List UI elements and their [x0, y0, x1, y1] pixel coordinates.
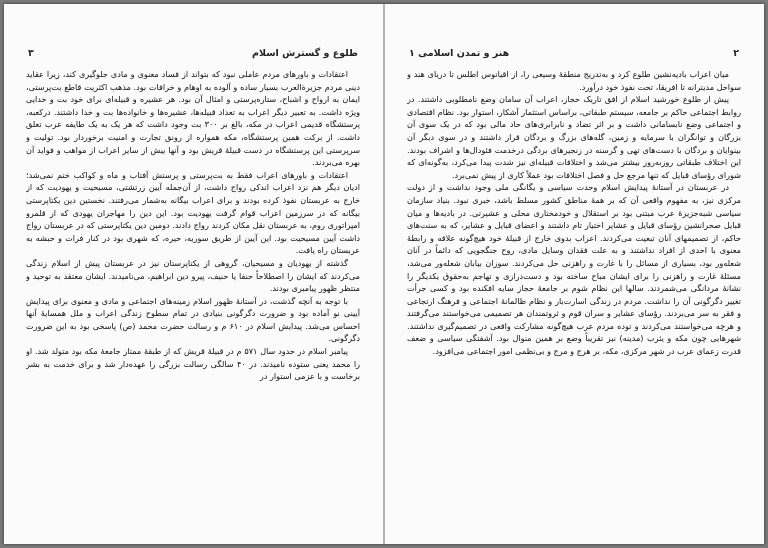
right-running-title: هنر و تمدن اسلامی ۱: [409, 48, 510, 59]
paragraph: با توجه به آنچه گذشت، در آستانهٔ ظهور اسلام زمینه‌های اجتماعی و مادی و معنوی برای پیدایش آیینی نو آماده بود و ضرورت دگرگونی بنیادی در تمام سطوح زندگی اعراب و ملل همسایهٔ آنها احساس می‌شد. پیدایش اسلام در ۶۱۰ م و رسالت حضرت محمد (ص) پاسخی بود به این ضرورت دگرگونی.: [26, 295, 360, 344]
left-page-body: [26, 68, 360, 534]
paragraph: در عربستان در آستانهٔ پیدایش اسلام وحدت سیاسی و یگانگی ملی وجود نداشت و از دولت مرکزی نیز، به مفهوم واقعی آن که بر همهٔ مناطق کشور مسلط باشد، خبری نبود. بنیاد سازمان سیاسی شبه‌جزیرهٔ عرب مبتنی بود بر استقلال و خودمختاری محلی و عشیرتی. در بادیه‌ها و میان قبایل صحرانشین رؤسای قبایل و عشایر اختیار تام داشتند و اعضای قبایل و عشایر، که به سنت‌های حاکم، از تصمیمهای آنان تبعیت می‌کردند. اعراب بدوی خارج از قبیلهٔ خود هیچ‌گونه علاقه و رابطهٔ معنوی با احدی از افراد نداشتند و به علت فقدان وسایل مادی، روح جنگجویی که دائماً در آنان شعله‌ور بود، بسیاری از مسائل را با غارت و راهزنی حل می‌کردند. سوزان بیابان شعله‌ور می‌شد، مسئلهٔ غارت و راهزنی را برای ایشان مباح ساخته بود و دست‌درازی و تهاجم به‌حقوق یکدیگر را نشانهٔ مردانگی می‌شمردند. سالها این نظام شوم بر جامعهٔ حجاز سایه افکنده بود و کسی جرأت تغییر دگرگونی آن را نداشت. مردم در زندگی اسارت‌بار و نظام ظالمانهٔ اجتماعی و فرهنگ ارتجاعی و فقر به سر می‌بردند. رؤسای عشایر و سران قوم و ثروتمندان هر تصمیمی می‌خواستند می‌گرفتند و هرچه می‌خواستند می‌کردند و توده مردم عرب هیچ‌گونه مشارکت واقعی در تصمیم‌گیری نداشتند. شهرهایی چون مکه و یثرب (مدینه) نیز تقریباً وضع بر همین منوال بود. آشفتگی سیاسی و ضعف قدرت زعمای عرب در شهر مرکزی، مکه، بر هرج و مرج و بی‌نظمی امور اجتماعی می‌افزود.: [407, 182, 741, 357]
paragraph: گذشته از یهودیان و مسیحیان، گروهی از یکتاپرستان نیز در عربستان پیش از اسلام زندگی می‌کردند که ایشان را اصطلاحاً حنفا یا حنیف، پیرو دین ابراهیم، می‌نامیدند. ایشان معتقد به توحید و منتظر ظهور پیامبری بودند.: [26, 257, 360, 294]
right-page-header: [409, 48, 739, 62]
right-page: [389, 4, 759, 544]
left-running-title: طلوع و گسترش اسلام: [252, 48, 358, 59]
paragraph: پیامبر اسلام در حدود سال ۵۷۱ م در قبیلهٔ قریش که از طبقهٔ ممتاز جامعهٔ مکه بود متولد شد. او را محمد یعنی ستوده نامیدند. در ۴۰ سالگی رسالت بزرگی را عهده‌دار شد و برای خدمت به بشر برخاست و با عزمی استوار در: [26, 346, 360, 382]
right-page-body: [407, 68, 741, 534]
paragraph: میان اعراب بادیه‌نشین طلوع کرد و به‌تدریج منطقهٔ وسیعی را، از اقیانوس اطلس تا دریای هند و سواحل مدیترانه تا افریقا، تحت نفوذ خود درآورد.: [407, 69, 741, 92]
left-page: [8, 4, 378, 544]
paragraph: پیش از طلوع خورشید اسلام از افق تاریک حجاز، اعراب آن سامان وضع نامطلوبی داشتند. در روابط اجتماعی حاکم بر جامعه، سیستم طبقاتی، براساس استثمار آشکار، استوار بود. نظام اقتصادی و اجتماعی وضع نابسامانی داشت و بر اثر تضاد و نابرابری‌های حاد مالی بود که در یک سوی آن بزرگان و توانگران با سرمایه و زمین، گله‌های بزرگ و بردگان قرار داشتند و در سوی دیگر آن بینوایان و بردگان با دست‌های تهی و گرسنه در زنجیرهای بردگی درخدمت فئودال‌ها و اشراف بودند. این اختلاف طبقاتی روزبه‌روز بیشتر می‌شد و اختلافات قبیله‌ای نیز شدت پیدا می‌کرد، به‌گونه‌ای که شورای رؤسای قبایل که تنها مرجع حل و فصل اختلافات بود عملاً کاری از پیش نمی‌برد.: [407, 94, 741, 180]
left-page-header: [28, 48, 358, 62]
paragraph: اعتقادات و باورهای اعراب فقط به بت‌پرستی و پرستش آفتاب و ماه و کواکب ختم نمی‌شد؛ ادیان دیگر هم نزد اعراب اندکی رواج داشت، از آن‌جمله آیین زرتشتی، مسیحیت و یهودیت که از خارج به عربستان نفوذ کرده بودند و برای اعراب بیگانه به‌شمار می‌رفتند. نخستین دین یکتاپرستی بیگانه که در سرزمین اعراب قوام گرفت یهودیت بود. این دین را مهاجران یهودی که از قلمرو امپراتوری روم، به عربستان نقل مکان کردند رواج دادند. دومین دین یکتاپرستی که در عربستان رواج داشت آیین مسیحیت بود. این آیین از طریق سوریه، حیره، که شهری بود در کنار فرات و حبشه به عربستان راه یافت.: [26, 169, 360, 256]
book-gutter: [383, 4, 385, 544]
book-spread: [4, 4, 764, 544]
right-page-number: ۲: [733, 48, 739, 59]
paragraph: اعتقادات و باورهای مردم عاملی نبود که بتواند از فساد معنوی و مادی جلوگیری کند، زیرا عقاید دینی مردم جزیرةالعرب بسیار ساده و آلوده به اوهام و خرافات بود. مذهب اکثریت قاطع بت‌پرستی، ایمان به ارواح و اشباح، ستاره‌پرستی و امثال آن بود. هر عشیره و قبیله‌ای برای خود بت و خدایی ویژه داشت. به تعبیر دیگر اعراب به تعداد قبیله‌ها، عشیره‌ها و خانواده‌ها بت و خدا داشتند. درکعبه، پرستشگاه قدیمی اعراب در مکه، بالغ بر ۳۰۰ بت وجود داشت که هر یک به یک طایفه عرب تعلق داشت. از برکت همین پرستشگاه، مکه همواره از رونق تجارت و امنیت برخوردار بود. تولیت و سرپرستی این پرستشگاه در دست قبیلهٔ قریش بود و آنها بیش از سایر اعراب از مواهب و فواید آن بهره می‌بردند.: [26, 69, 360, 168]
left-page-number: ۳: [28, 48, 34, 59]
